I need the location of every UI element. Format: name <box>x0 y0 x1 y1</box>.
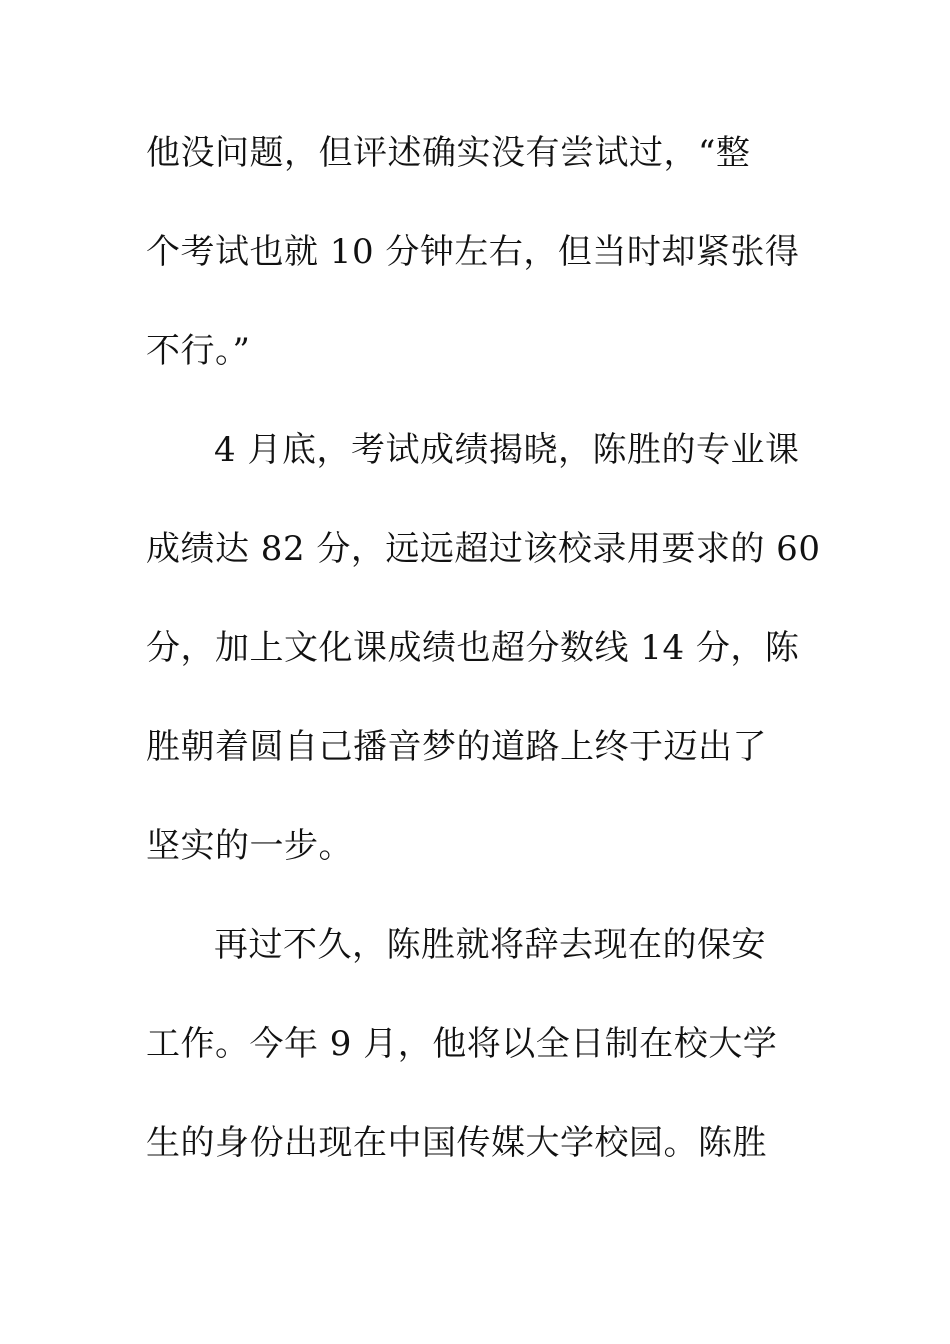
text-line-6: 分，加上文化课成绩也超分数线 14 分，陈 <box>146 628 800 668</box>
text-line-11: 生的身份出现在中国传媒大学校园。陈胜 <box>146 1123 767 1163</box>
text-line-1: 他没问题，但评述确实没有尝试过，“整 <box>146 133 751 173</box>
text-line-10: 工作。今年 9 月，他将以全日制在校大学 <box>146 1024 778 1064</box>
text-line-9: 再过不久，陈胜就将辞去现在的保安 <box>214 925 766 965</box>
text-line-4: 4 月底，考试成绩揭晓，陈胜的专业课 <box>214 430 800 470</box>
text-line-2: 个考试也就 10 分钟左右，但当时却紧张得 <box>146 232 800 272</box>
text-line-8: 坚实的一步。 <box>146 826 353 866</box>
text-line-7: 胜朝着圆自己播音梦的道路上终于迈出了 <box>146 727 767 767</box>
text-line-3: 不行。” <box>146 331 251 371</box>
text-line-5: 成绩达 82 分，远远超过该校录用要求的 60 <box>146 529 821 569</box>
